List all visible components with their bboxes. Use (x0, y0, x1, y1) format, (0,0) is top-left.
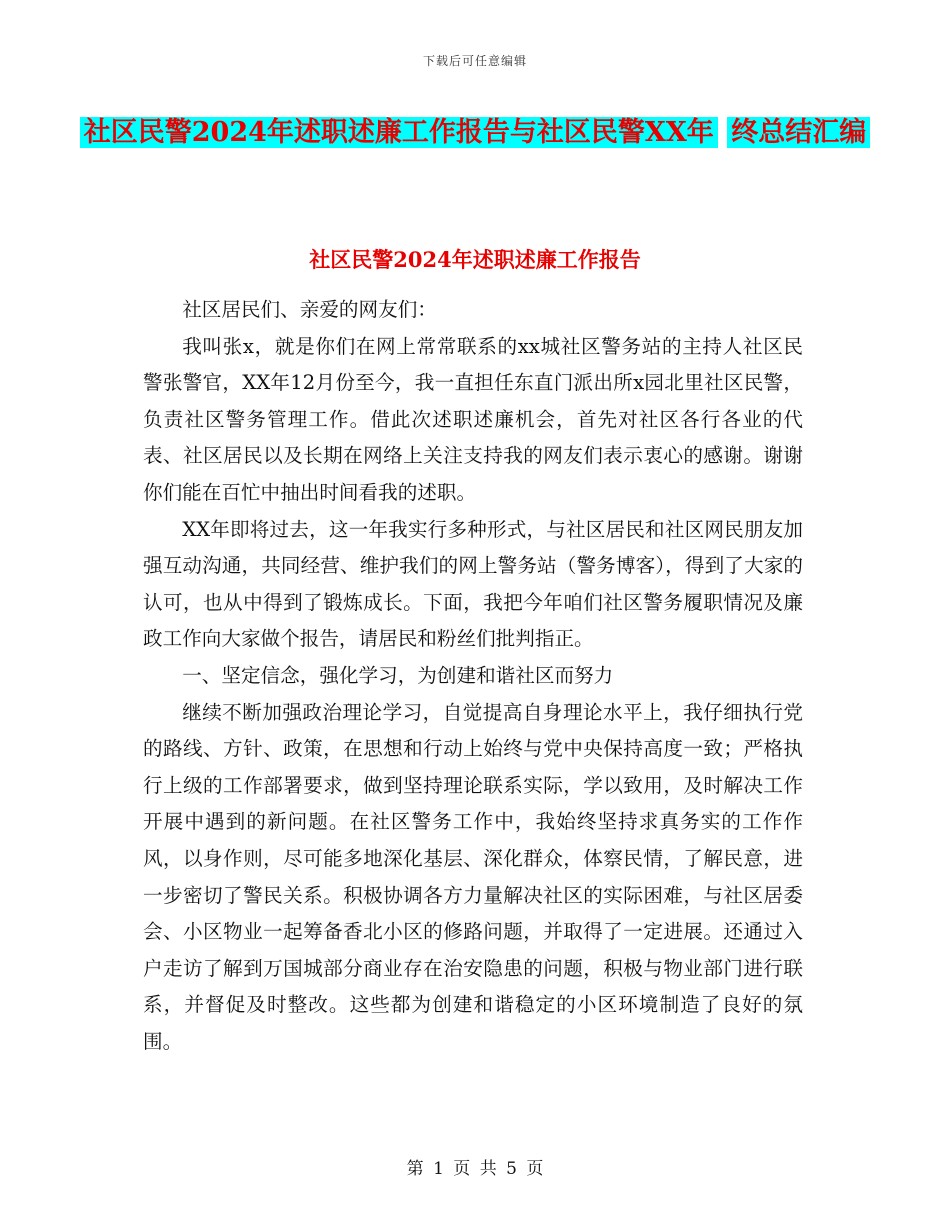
page-footer: 第 1 页 共 5 页 (406, 1159, 544, 1179)
paragraph-overview: XX年即将过去，这一年我实行多种形式，与社区居民和社区网民朋友加强互动沟通，共同经营、维护我们的网上警务站（警务博客），得到了大家的认可，也从中得到了锻炼成长。下面，我把今年咱们社区警务履职情况及廉政工作向大家做个报告，请居民和粉丝们批判指正。 (143, 517, 803, 651)
title-line-1-text: 社区民警2024年述职述廉工作报告与社区民警XX年 (83, 117, 714, 148)
paragraph-study: 继续不断加强政治理论学习，自觉提高自身理论水平上，我仔细执行党的路线、方针、政策，在思想和行动上始终与党中央保持高度一致；严格执行上级的工作部署要求，做到坚持理论联系实际，学以致用，及时解决工作开展中遇到的新问题。在社区警务工作中，我始终坚持求真务实的工作作风，以身作则，尽可能多地深化基层、深化群众，体察民情，了解民意，进一步密切了警民关系。积极协调各方力量解决社区的实际困难，与社区居委会、小区物业一起筹备香北小区的修路问题，并取得了一定进展。还通过入户走访了解到万国城部分商业存在治安隐患的问题，积极与物业部门进行联系，并督促及时整改。这些都为创建和谐稳定的小区环境制造了良好的氛围。 (143, 700, 803, 1053)
body-text (143, 292, 803, 1060)
paragraph-heading-one: 一、坚定信念，强化学习，为创建和谐社区而努力 (182, 663, 614, 687)
title-line-2-text: 终总结汇编 (731, 117, 867, 148)
document-title (0, 108, 950, 158)
title-line-2 (727, 117, 870, 148)
title-line-1 (80, 117, 718, 148)
section-title: 社区民警2024年述职述廉工作报告 (309, 247, 641, 272)
paragraph-intro: 我叫张x，就是你们在网上常常联系的xx城社区警务站的主持人社区民警张警官，XX年12月份至今，我一直担任东直门派出所x园北里社区民警，负责社区警务管理工作。借此次述职述廉机会，首先对社区各行各业的代表、社区居民以及长期在网络上关注支持我的网友们表示衷心的感谢。谢谢你们能在百忙中抽出时间看我的述职。 (143, 334, 803, 504)
paragraph-greeting: 社区居民们、亲爱的网友们： (182, 298, 437, 321)
header-note: 下载后可任意编辑 (422, 54, 527, 68)
